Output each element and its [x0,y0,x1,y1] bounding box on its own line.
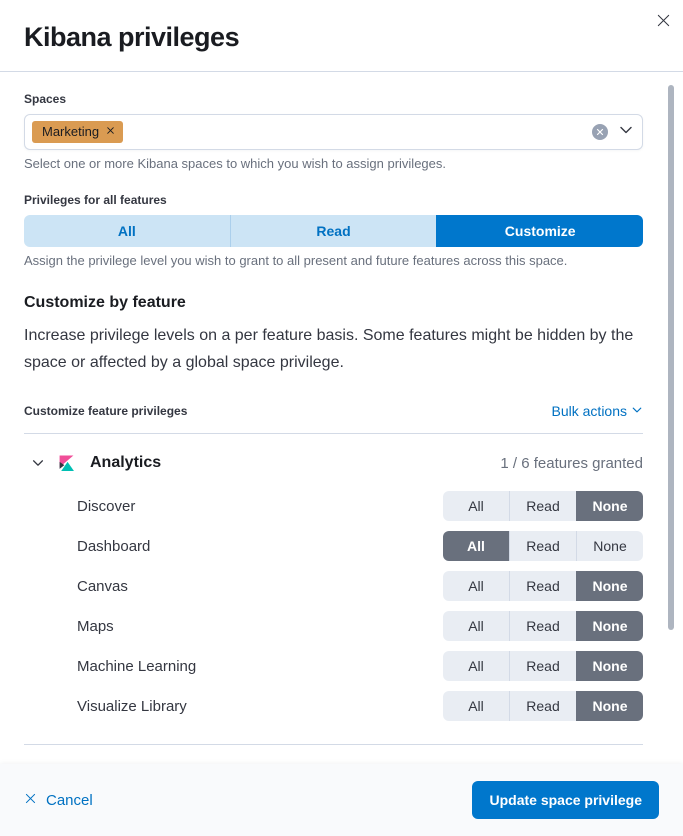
divider [24,744,643,745]
privilege-option-read[interactable]: Read [509,571,576,601]
spaces-help-text: Select one or more Kibana spaces to which you wish to assign privileges. [24,156,446,171]
feature-row [24,686,643,726]
base-privilege-read-button[interactable]: Read [230,215,437,247]
feature-row [24,486,643,526]
cancel-label: Cancel [46,791,93,809]
base-privilege-all-button[interactable]: All [24,215,230,247]
privilege-option-none[interactable]: None [576,491,643,521]
privilege-option-all[interactable]: All [443,691,509,721]
feature-row [24,526,643,566]
flyout-body [0,72,683,797]
feature-row [24,646,643,686]
chevron-down-icon [631,403,643,419]
privilege-option-read[interactable]: Read [509,691,576,721]
privilege-option-read[interactable]: Read [509,611,576,641]
space-badge-marketing[interactable] [32,121,123,143]
kibana-logo-icon [58,455,75,472]
category-accordion-analytics[interactable] [24,440,643,486]
privilege-group [443,691,643,721]
feature-label: Visualize Library [77,697,187,715]
base-privilege-button-group [24,215,643,247]
privilege-group [443,491,643,521]
base-privilege-customize-button[interactable]: Customize [436,215,643,247]
spaces-label: Spaces [24,92,67,106]
cancel-button[interactable] [24,792,93,809]
close-button[interactable] [649,8,677,36]
update-space-privilege-button[interactable]: Update space privilege [472,781,659,819]
page-title: Kibana privileges [24,22,240,52]
feature-row [24,606,643,646]
divider [24,433,643,434]
spaces-combobox[interactable] [24,114,643,150]
privilege-option-all[interactable]: All [443,531,509,561]
feature-label: Canvas [77,577,128,595]
privilege-group [443,651,643,681]
privilege-option-all[interactable]: All [443,571,509,601]
privilege-group [443,611,643,641]
privilege-option-none[interactable]: None [576,691,643,721]
privilege-option-none[interactable]: None [576,651,643,681]
space-badge-label: Marketing [42,124,100,139]
base-privilege-label: Privileges for all features [24,193,167,207]
flyout-footer [0,764,683,836]
privilege-option-all[interactable]: All [443,651,509,681]
vertical-scrollbar[interactable] [668,85,674,630]
feature-categories [24,440,643,797]
bulk-actions-label: Bulk actions [551,403,627,419]
combobox-clear-button[interactable] [592,124,608,140]
privilege-option-read[interactable]: Read [509,531,576,561]
privilege-option-read[interactable]: Read [509,651,576,681]
feature-label: Maps [77,617,114,635]
customize-by-feature-title: Customize by feature [24,294,186,311]
feature-row [24,566,643,606]
badge-remove-icon[interactable] [106,126,115,138]
feature-list [24,486,643,736]
base-privilege-help-text: Assign the privilege level you wish to grant to all present and future features across this space. [24,253,568,268]
bulk-actions-button[interactable] [552,403,643,419]
category-summary: 1 / 6 features granted [500,454,643,472]
feature-label: Machine Learning [77,657,197,675]
feature-label: Dashboard [77,537,151,555]
close-icon [656,13,671,31]
privilege-option-none[interactable]: None [576,611,643,641]
privilege-option-all[interactable]: All [443,491,509,521]
flyout-header [0,0,683,72]
privilege-option-none[interactable]: None [576,531,643,561]
combobox-chevron-down-icon[interactable] [618,122,634,143]
privilege-option-all[interactable]: All [443,611,509,641]
feature-label: Discover [77,497,136,515]
chevron-down-icon[interactable] [28,453,48,473]
customize-description: Increase privilege levels on a per feature basis. Some features might be hidden by the space or affected by a global space privilege. [24,327,634,371]
privilege-group [443,531,643,561]
privilege-option-none[interactable]: None [576,571,643,601]
privilege-group [443,571,643,601]
category-name: Analytics [90,454,162,471]
cancel-x-icon [24,792,37,809]
privilege-option-read[interactable]: Read [509,491,576,521]
feature-table-label: Customize feature privileges [24,404,188,418]
